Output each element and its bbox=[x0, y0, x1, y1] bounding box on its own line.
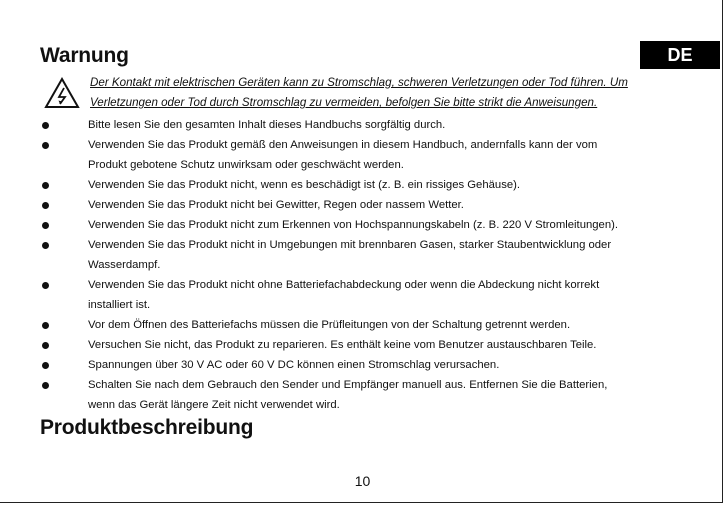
warning-text-line-1: Der Kontakt mit elektrischen Geräten kann zu Stromschlag, schweren Verletzungen oder Tod führen. Um bbox=[90, 76, 628, 89]
list-item bbox=[0, 355, 725, 375]
list-item bbox=[0, 315, 725, 335]
bullet-dot-icon bbox=[42, 222, 49, 229]
list-item bbox=[0, 235, 725, 275]
language-badge: DE bbox=[640, 41, 720, 69]
list-item-text: Verwenden Sie das Produkt gemäß den Anweisungen in diesem Handbuch, andernfalls kann der vom Produkt gebotene Schutz unwirksam oder geschwächt werden. bbox=[88, 139, 598, 171]
list-item-text: Vor dem Öffnen des Batteriefachs müssen die Prüfleitungen von der Schaltung getrennt werden. bbox=[88, 319, 571, 331]
list-item bbox=[0, 115, 725, 135]
high-voltage-warning-icon bbox=[44, 77, 80, 109]
list-item-text: Spannungen über 30 V AC oder 60 V DC können einen Stromschlag verursachen. bbox=[88, 359, 500, 371]
list-item bbox=[0, 195, 725, 215]
safety-bullet-list bbox=[0, 115, 725, 415]
warning-text-line-2: Verletzungen oder Tod durch Stromschlag zu vermeiden, befolgen Sie bitte strikt die Anweisungen. bbox=[90, 96, 598, 109]
warning-heading: Warnung bbox=[40, 44, 129, 67]
list-item-text: Verwenden Sie das Produkt nicht zum Erkennen von Hochspannungskabeln (z. B. 220 V Stromleitungen). bbox=[88, 219, 619, 231]
page-number: 10 bbox=[354, 473, 371, 489]
list-item bbox=[0, 335, 725, 355]
list-item-text: Verwenden Sie das Produkt nicht ohne Batteriefachabdeckung oder wenn die Abdeckung nicht korrekt installiert ist. bbox=[88, 279, 600, 311]
list-item bbox=[0, 175, 725, 195]
list-item bbox=[0, 275, 725, 315]
bullet-dot-icon bbox=[42, 342, 49, 349]
list-item-text: Bitte lesen Sie den gesamten Inhalt dieses Handbuchs sorgfältig durch. bbox=[88, 119, 446, 131]
bullet-dot-icon bbox=[42, 382, 49, 389]
list-item-text: Verwenden Sie das Produkt nicht bei Gewitter, Regen oder nassem Wetter. bbox=[88, 199, 464, 211]
bullet-dot-icon bbox=[42, 362, 49, 369]
list-item bbox=[0, 215, 725, 235]
list-item-text: Schalten Sie nach dem Gebrauch den Sender und Empfänger manuell aus. Entfernen Sie die Batterien, wenn das Gerät längere Zeit nicht verwendet wird. bbox=[88, 379, 608, 411]
list-item bbox=[0, 375, 725, 415]
bullet-dot-icon bbox=[42, 142, 49, 149]
list-item-text: Verwenden Sie das Produkt nicht, wenn es beschädigt ist (z. B. ein rissiges Gehäuse). bbox=[88, 179, 521, 191]
bullet-dot-icon bbox=[42, 242, 49, 249]
bullet-dot-icon bbox=[42, 282, 49, 289]
bullet-dot-icon bbox=[42, 122, 49, 129]
list-item-text: Verwenden Sie das Produkt nicht in Umgebungen mit brennbaren Gasen, starker Staubentwicklung oder Wasserdampf. bbox=[88, 239, 612, 271]
product-description-heading: Produktbeschreibung bbox=[40, 416, 254, 439]
bullet-dot-icon bbox=[42, 202, 49, 209]
bullet-dot-icon bbox=[42, 182, 49, 189]
list-item bbox=[0, 135, 725, 175]
bullet-dot-icon bbox=[42, 322, 49, 329]
list-item-text: Versuchen Sie nicht, das Produkt zu reparieren. Es enthält keine vom Benutzer austauschbaren Teile. bbox=[88, 339, 597, 351]
